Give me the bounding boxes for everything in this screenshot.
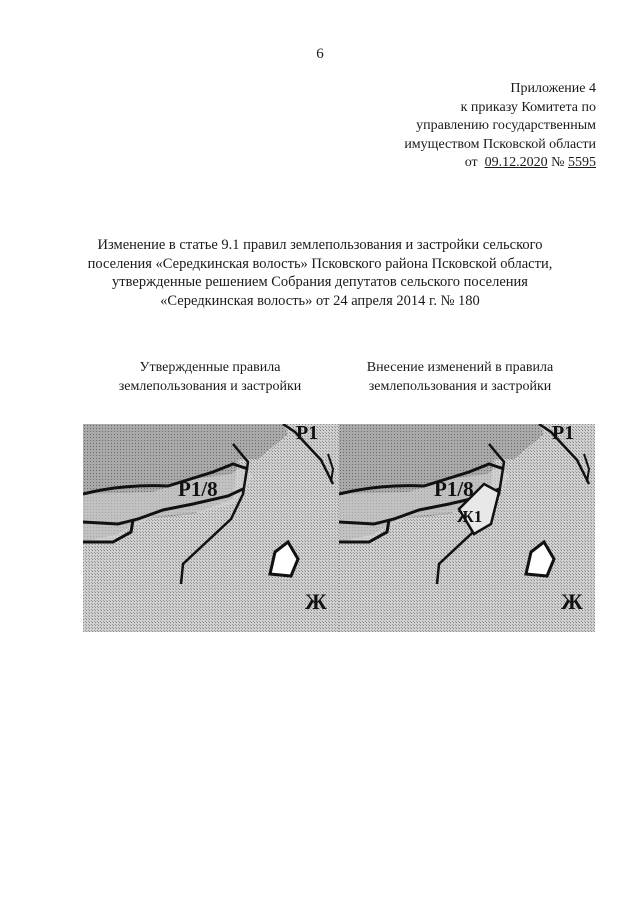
appendix-date-line xyxy=(404,154,596,173)
appendix-line-2: к приказу Комитета по xyxy=(460,99,596,115)
document-title xyxy=(70,236,570,310)
label-zh-right: Ж xyxy=(561,589,583,614)
approved-zoning-map xyxy=(83,424,339,632)
label-zh1-new: Ж1 xyxy=(457,507,483,526)
label-p1-8: Р1/8 xyxy=(178,477,218,501)
proposed-zoning-map xyxy=(339,424,595,632)
appendix-line-4: имуществом Псковской области xyxy=(404,136,596,152)
title-line-1: Изменение в статье 9.1 правил землепользования и застройки сельского xyxy=(97,237,543,253)
appendix-header xyxy=(404,80,596,173)
left-caption-line-1: Утвержденные правила xyxy=(139,360,281,375)
proposed-zoning-map-svg xyxy=(339,424,595,632)
right-caption-line-1: Внесение изменений в правила xyxy=(366,360,554,375)
right-caption-line-2: землепользования и застройки xyxy=(368,379,552,394)
left-caption xyxy=(85,358,335,396)
title-line-2: поселения «Середкинская волость» Псковского района Псковской области, xyxy=(87,255,553,272)
title-line-3: утвержденные решением Собрания депутатов сельского поселения xyxy=(112,274,528,290)
label-p1-8-right: Р1/8 xyxy=(434,477,474,501)
appendix-number-sign: № xyxy=(551,155,565,170)
appendix-title: Приложение 4 xyxy=(510,81,596,96)
approved-zoning-map-svg xyxy=(83,424,339,632)
label-p1-top-right: Р1 xyxy=(552,424,575,444)
appendix-line-3: управлению государственным xyxy=(416,118,596,133)
left-caption-line-2: землепользования и застройки xyxy=(118,379,302,394)
page-number: 6 xyxy=(316,46,324,62)
title-line-4: «Середкинская волость» от 24 апреля 2014 г. № 180 xyxy=(160,292,480,309)
label-p1-top: Р1 xyxy=(296,424,319,444)
appendix-date: 09.12.2020 xyxy=(484,155,548,170)
label-zh: Ж xyxy=(305,589,327,614)
appendix-date-prefix: от xyxy=(464,155,478,170)
appendix-number: 5595 xyxy=(568,155,596,170)
right-caption xyxy=(335,358,585,396)
